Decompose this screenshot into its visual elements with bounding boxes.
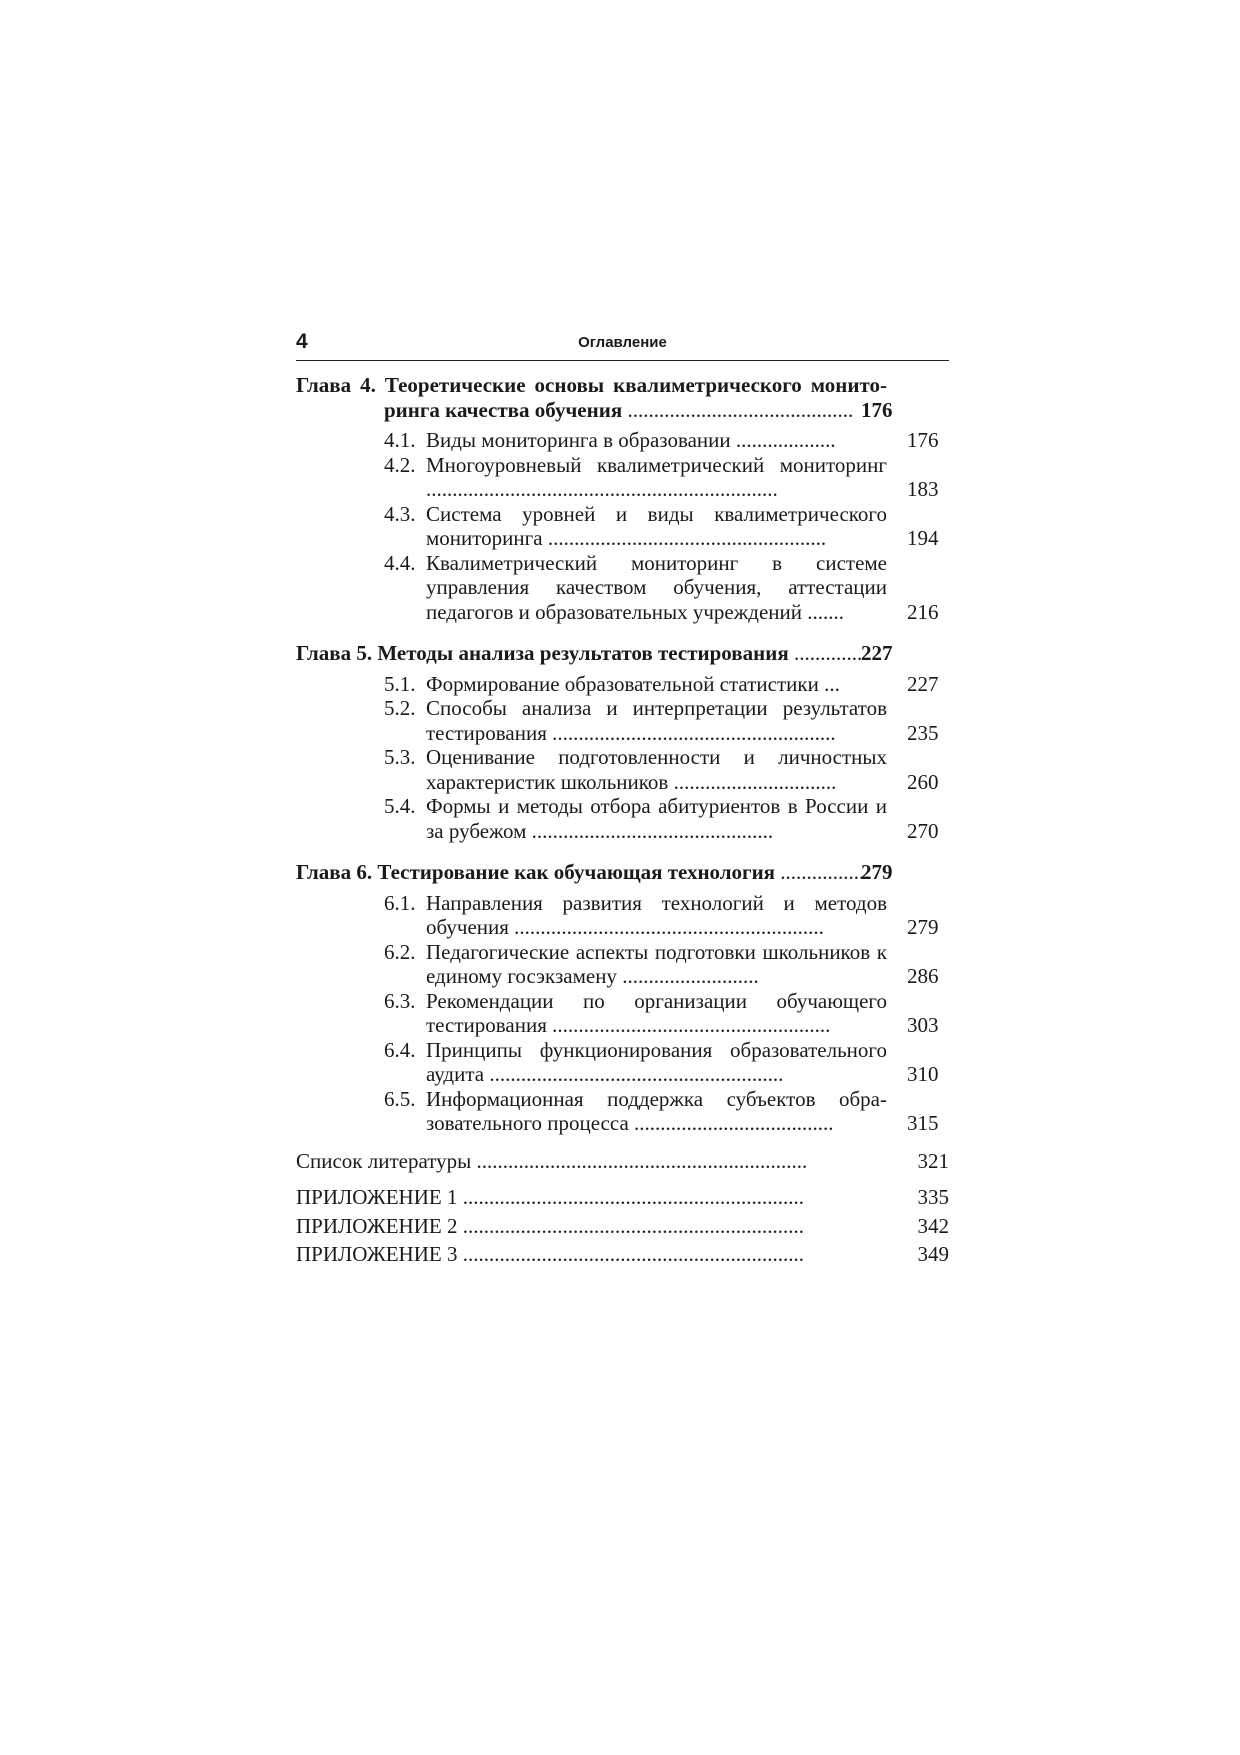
chapter-label: Глава 5. [296,641,373,665]
leader-dots: .............................................. [526,818,774,843]
toc-section-5-3[interactable]: 5.3. Оценивание подготовленности и личностных характеристик школьников ............................... 260 [384,745,939,794]
section-title: Система уровней и виды квалиметрического мониторинга [426,501,887,550]
leader-dots: ................................................................. [457,1185,804,1209]
section-title: Информационная поддержка субъектов образовательного процесса [426,1086,887,1135]
section-title: Педагогические аспекты подготовки школьников к единому госэкзамену [426,939,887,988]
running-title: Оглавление [578,334,667,351]
toc-chapter-4[interactable]: Глава 4. Теоретические основы квалиметрического мониторинга качества обучения ........................................... 176 [296,373,893,422]
chapter-label: Глава 6. [296,860,373,884]
section-number: 6.3. [384,988,416,1013]
toc-section-4-3[interactable]: 4.3. Система уровней и виды квалиметрического мониторинга ..................................................... 194 [384,501,939,550]
leader-dots: ........................................................ [484,1062,784,1086]
section-title: Направления развития технологий и методов обучения [426,890,887,939]
leader-dots: ... [818,671,840,696]
section-number: 4.4. [384,550,416,575]
toc-section-5-1[interactable]: 5.1. Формирование образовательной статистики ... 227 [384,671,939,696]
toc-appendix-3[interactable] [296,1242,949,1267]
leader-dots: ................................................................... [426,477,778,501]
section-number: 6.1. [384,890,416,915]
leader-dots: ............. [788,641,863,665]
section-title: Формирование образовательной статистики [426,671,819,696]
leader-dots: ........................................... [622,397,854,422]
section-number: 5.2. [384,696,416,720]
leader-dots: ............................... [668,769,837,794]
toc-chapter-6[interactable]: Глава 6. Тестирование как обучающая технология ................. 279 [296,860,893,884]
toc-section-4-2[interactable]: 4.2. Многоуровневый квалиметрический мониторинг ................................................................... 183 [384,452,939,501]
page-ref: 335 [917,1185,949,1209]
toc-section-6-1[interactable]: 6.1. Направления развития технологий и методов обучения ........................................................... 279 [384,890,939,939]
toc-section-6-4[interactable]: 6.4. Принципы функционирования образовательного аудита ........................................................ 310 [384,1037,939,1086]
chapter-title: Тестирование как обучающая технология [377,860,776,884]
entry-title: Список литературы [296,1148,472,1173]
section-number: 6.4. [384,1037,416,1062]
section-title: Виды мониторинга в образовании [426,428,731,452]
toc-chapter-5[interactable]: Глава 5. Методы анализа результатов тестирования ............. 227 [296,641,893,665]
toc-section-5-2[interactable]: 5.2. Способы анализа и интерпретации результатов тестирования ...................................................... 235 [384,696,939,745]
section-number: 4.2. [384,452,416,477]
section-number: 5.3. [384,745,416,769]
chapter-title: Методы анализа результатов тестирования [377,641,789,665]
entry-title: ПРИЛОЖЕНИЕ 2 [296,1213,458,1238]
chapter-label: Глава 4. [296,373,376,397]
page-ref: 321 [917,1148,949,1173]
leader-dots: ................... [730,428,836,452]
toc-section-6-5[interactable]: 6.5. Информационная поддержка субъектов образовательного процесса ...................................... 315 [384,1086,939,1135]
leader-dots: ....... [801,599,844,624]
leader-dots: ...................................................... [546,720,836,745]
leader-dots: ................. [775,860,870,884]
leader-dots: ..................................................... [546,1013,831,1037]
section-title: Формы и методы отбора абитуриентов в России и за рубежом [426,794,887,843]
leader-dots: ..................................................... [542,526,827,550]
toc-section-6-2[interactable]: 6.2. Педагогические аспекты подготовки школьников к единому госэкзамену .......................... 286 [384,939,939,988]
toc-literature[interactable] [296,1149,949,1174]
section-title: Многоуровневый квалиметрический мониторинг [426,452,887,477]
table-of-contents [296,373,949,1267]
section-number: 4.3. [384,501,416,526]
section-number: 4.1. [384,428,416,452]
toc-section-6-3[interactable]: 6.3. Рекомендации по организации обучающего тестирования ..................................................... 303 [384,988,939,1037]
section-title: Рекомендации по организации обучающего тестирования [426,988,887,1037]
toc-appendix-2[interactable] [296,1214,949,1239]
leader-dots: .......................... [616,964,759,988]
page-header [296,330,949,361]
leader-dots: ................................................................. [457,1213,804,1238]
leader-dots: ................................................................. [457,1242,804,1266]
page-number: 4 [296,330,308,353]
chapter-title: Теоретические основы квалиметрического мониторинга качества обучения [384,373,887,422]
section-number: 5.1. [384,671,416,696]
page-ref: 349 [917,1242,949,1266]
leader-dots: ........................................................... [508,915,824,939]
section-title: Квалиметрический мониторинг в системе управления качеством обучения, аттестации педагогов и образовательных учреждений [426,550,887,624]
section-number: 6.2. [384,939,416,964]
entry-title: ПРИЛОЖЕНИЕ 3 [296,1242,458,1266]
toc-appendix-1[interactable] [296,1185,949,1210]
entry-title: ПРИЛОЖЕНИЕ 1 [296,1185,458,1209]
section-title: Принципы функционирования образовательного аудита [426,1037,887,1086]
section-title: Способы анализа и интерпретации результатов тестирования [426,696,887,745]
leader-dots: ............................................................... [471,1148,808,1173]
toc-section-4-4[interactable]: 4.4. Квалиметрический мониторинг в системе управления качеством обучения, аттестации педагогов и образовательных учреждений ....... 216 [384,550,939,624]
toc-section-5-4[interactable]: 5.4. Формы и методы отбора абитуриентов в России и за рубежом .............................................. 270 [384,794,939,843]
toc-section-4-1[interactable]: 4.1. Виды мониторинга в образовании ................... 176 [384,428,939,452]
section-title: Оценивание подготовленности и личностных характеристик школьников [426,745,887,794]
section-number: 6.5. [384,1086,416,1111]
leader-dots: ...................................... [628,1111,834,1135]
section-number: 5.4. [384,794,416,818]
page-ref: 342 [917,1213,949,1238]
